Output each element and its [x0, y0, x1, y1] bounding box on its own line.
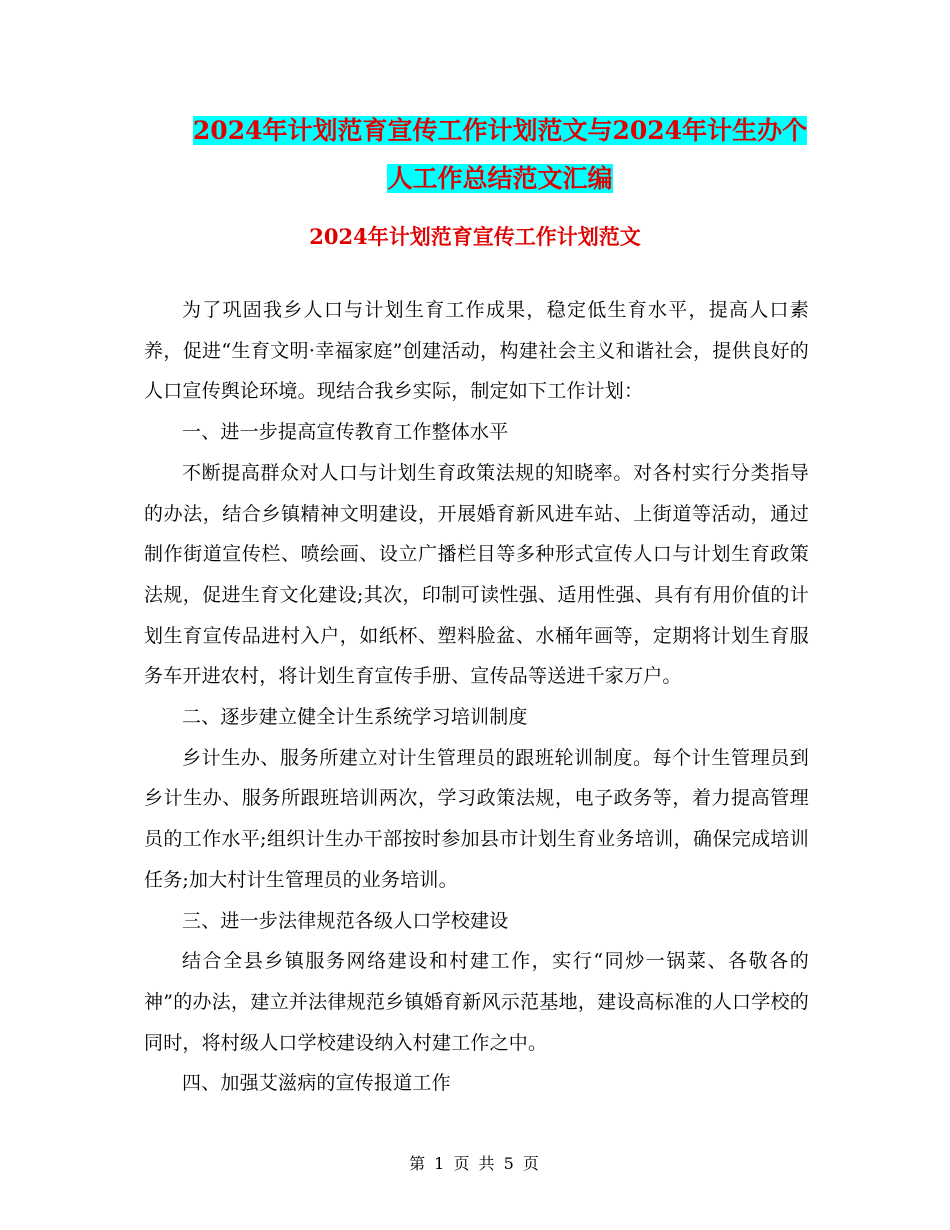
paragraph-heading: 三、进一步法律规范各级人口学校建设 [182, 909, 509, 932]
paragraph-heading: 二、逐步建立健全计生系统学习培训制度 [182, 706, 528, 729]
page-number-footer: 第 1 页 共 5 页 [409, 1154, 541, 1173]
document-body [144, 290, 809, 1104]
section-title: 2024年计划范育宣传工作计划范文 [309, 224, 641, 249]
paragraph: 乡计生办、服务所建立对计生管理员的跟班轮训制度。每个计生管理员到乡计生办、服务所跟班培训两次，学习政策法规，电子政务等，着力提高管理员的工作水平;组织计生办干部按时参加县市计划生育业务培训，确保完成培训任务;加大村计生管理员的业务培训。 [144, 746, 809, 891]
document-main-title [100, 107, 900, 203]
paragraph: 不断提高群众对人口与计划生育政策法规的知晓率。对各村实行分类指导的办法，结合乡镇精神文明建设，开展婚育新风进车站、上街道等活动，通过制作街道宣传栏、喷绘画、设立广播栏目等多种形式宣传人口与计划生育政策法规，促进生育文化建设;其次，印制可读性强、适用性强、具有有用价值的计划生育宣传品进村入户，如纸杯、塑料脸盆、水桶年画等，定期将计划生育服务车开进农村，将计划生育宣传手册、宣传品等送进千家万户。 [144, 461, 809, 688]
paragraph: 为了巩固我乡人口与计划生育工作成果，稳定低生育水平，提高人口素养，促进“生育文明·幸福家庭”创建活动，构建社会主义和谐社会，提供良好的人口宣传舆论环境。现结合我乡实际，制定如下工作计划： [144, 299, 809, 403]
paragraph-heading: 一、进一步提高宣传教育工作整体水平 [182, 421, 509, 444]
paragraph: 结合全县乡镇服务网络建设和村建工作，实行“同炒一锅菜、各敬各的神”的办法，建立并法律规范乡镇婚育新风示范基地，建设高标准的人口学校的同时，将村级人口学校建设纳入村建工作之中。 [144, 950, 809, 1054]
paragraph-heading: 四、加强艾滋病的宣传报道工作 [182, 1072, 451, 1095]
main-title-line-2: 人工作总结范文汇编 [387, 164, 613, 193]
main-title-line-1: 2024年计划范育宣传工作计划范文与2024年计生办个 [192, 116, 808, 145]
